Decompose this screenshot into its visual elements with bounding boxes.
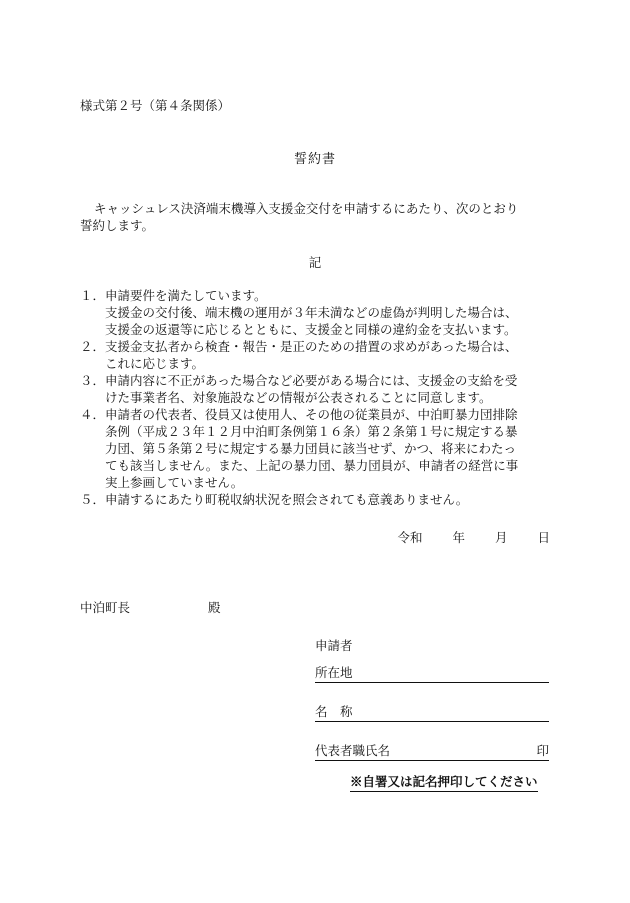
item-1-line-1: 申請要件を満たしています。 bbox=[105, 288, 267, 303]
name-field[interactable] bbox=[315, 702, 549, 722]
intro-line-1: キャッシュレス決済端末機導入支援金交付を申請するにあたり、次のとおり bbox=[94, 201, 519, 216]
date-era: 令和 bbox=[397, 530, 423, 545]
item-2-line-2: これに応じます。 bbox=[105, 356, 205, 371]
ki-heading: 記 bbox=[308, 255, 322, 270]
item-4-line-3: 力団、第５条第２号に規定する暴力団員に該当せず、かつ、将来にわたっ bbox=[105, 441, 517, 456]
addressee-honorific: 殿 bbox=[208, 600, 221, 615]
item-1-line-2: 支援金の交付後、端末機の運用が３年未満などの虚偽が判明した場合は、 bbox=[105, 305, 518, 320]
date-day: 日 bbox=[537, 530, 550, 545]
item-4-line-4: ても該当しません。また、上記の暴力団、暴力団員が、申請者の経営に事 bbox=[105, 458, 519, 473]
item-number-1: １． bbox=[80, 288, 106, 303]
document-title: 誓約書 bbox=[293, 152, 336, 167]
date-line bbox=[397, 528, 550, 546]
seal-mark: 印 bbox=[536, 743, 549, 758]
item-number-4: ４． bbox=[80, 407, 106, 422]
address-field[interactable] bbox=[315, 663, 549, 683]
item-3-line-2: けた事業者名、対象施設などの情報が公表されることに同意します。 bbox=[105, 390, 492, 405]
intro-line-2: 誓約します。 bbox=[80, 218, 155, 233]
addressee bbox=[80, 598, 221, 616]
item-2-line-1: 支援金支払者から検査・報告・是正のための措置の求めがあった場合は、 bbox=[105, 339, 518, 354]
item-4-line-2: 条例（平成２３年１２月中泊町条例第１６条）第２条第１号に規定する暴 bbox=[105, 424, 518, 439]
item-3-line-1: 申請内容に不正があった場合など必要がある場合には、支援金の支給を受 bbox=[105, 373, 518, 388]
item-1-line-3: 支援金の返還等に応じるとともに、支援金と同様の違約金を支払います。 bbox=[105, 322, 517, 337]
representative-label: 代表者職氏名 bbox=[315, 743, 391, 758]
name-label: 名 称 bbox=[315, 704, 353, 719]
applicant-label: 申請者 bbox=[315, 638, 353, 653]
signature-note: ※自署又は記名押印してください bbox=[350, 772, 538, 792]
date-month: 月 bbox=[494, 530, 508, 545]
item-number-3: ３． bbox=[80, 373, 106, 388]
date-year: 年 bbox=[452, 530, 465, 545]
item-5-line-1: 申請するにあたり町税収納状況を照会されても意義ありません。 bbox=[105, 492, 469, 507]
item-number-5: ５． bbox=[80, 492, 106, 507]
form-number-label: 様式第２号（第４条関係） bbox=[80, 98, 231, 113]
addressee-name: 中泊町長 bbox=[80, 600, 131, 615]
representative-field[interactable] bbox=[315, 741, 549, 761]
address-label: 所在地 bbox=[315, 665, 353, 680]
item-number-2: ２． bbox=[80, 339, 106, 354]
item-4-line-1: 申請者の代表者、役員又は使用人、その他の従業員が、中泊町暴力団排除 bbox=[105, 407, 518, 422]
item-4-line-5: 実上参画していません。 bbox=[105, 475, 244, 490]
